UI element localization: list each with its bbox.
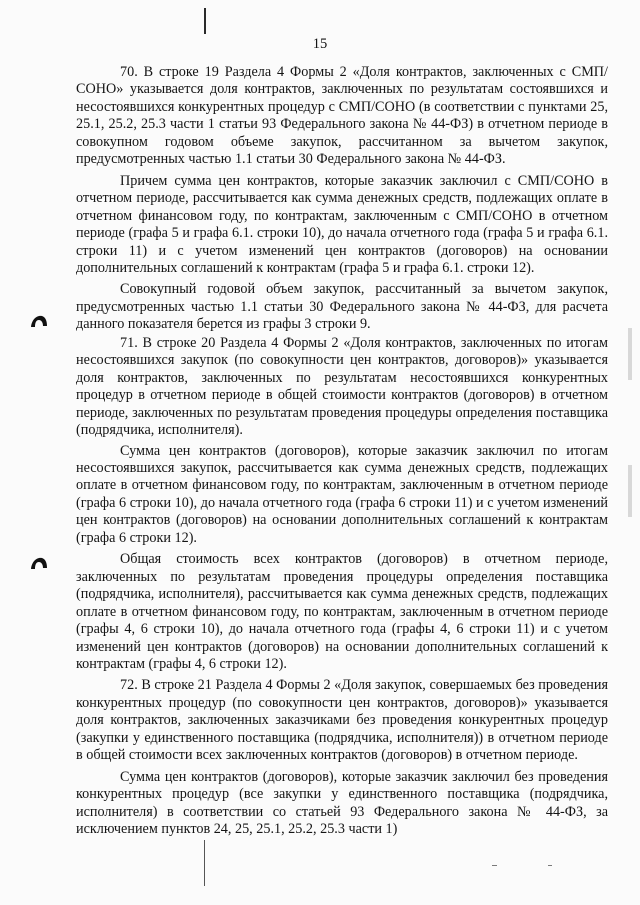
binder-hole-mark-icon <box>30 556 48 570</box>
paragraph-70: 70. В строке 19 Раздела 4 Формы 2 «Доля контрактов, заключенных с СМП/СОНО» указывается доля контрактов, заключенных по результатам состоявшихся и несостоявшихся конкурентных процедур с СМП/СОНО (в соответствии с пунктами 25, 25.1, 25.2, 25.3 части 1 статьи 93 Федерального закона № 44-ФЗ) в отчетном периоде в совокупном годовом объеме закупок, рассчитанном за вычетом закупок, предусмотренных частью 1.1 статьи 30 Федерального закона № 44-ФЗ. <box>76 64 608 168</box>
paragraph-smp-sum: Причем сумма цен контрактов, которые заказчик заключил с СМП/СОНО в отчетном периоде, рассчитывается как сумма денежных средств, подлежащих оплате в отчетном финансовом году, по контрактам, заключенным с СМП/СОНО в отчетном периоде (графа 5 и графа 6.1. строки 10), до начала отчетного года (графа 5 и графа 6.1. строки 11) и с учетом изменений цен контрактов (договоров) на основании дополнительных соглашений к контрактам (графа 5 и графа 6.1. строки 12). <box>76 172 608 276</box>
body-text <box>76 64 608 838</box>
paragraph-sole-supplier-sum: Сумма цен контрактов (договоров), которые заказчик заключил без проведения конкурентных процедур (все закупки у единственного поставщика (подрядчика, исполнителя) в соответствии со статьей 93 Федерального закона № 44-ФЗ, за исключением пунктов 24, 25, 25.1, 25.2, 25.3 части 1) <box>76 768 608 838</box>
scan-line-bottom <box>204 840 205 886</box>
scan-line-top <box>204 8 206 34</box>
scan-speck <box>548 865 552 866</box>
scan-edge-shadow <box>628 328 632 380</box>
scan-speck <box>492 865 497 866</box>
paragraph-total-cost: Общая стоимость всех контрактов (договоров) в отчетном периоде, заключенных по результатам проведения процедуры определения поставщика (подрядчика, исполнителя), рассчитывается как сумма денежных средств, подлежащих оплате в отчетном финансовом году, по контрактам, заключенным в отчетном периоде (графы 4, 6 строки 10), до начала отчетного года (графы 4, 6 строки 11) и с учетом изменений цен контрактов (договоров) на основании дополнительных соглашений к контрактам (графы 4, 6 строки 12). <box>76 551 608 672</box>
paragraph-72: 72. В строке 21 Раздела 4 Формы 2 «Доля закупок, совершаемых без проведения конкурентных процедур (по совокупности цен контрактов, договоров)» указывается доля контрактов, заключенных заказчиками без проведения конкурентных процедур (закупки у единственного поставщика (подрядчика, исполнителя)) в отчетном периоде в общей стоимости всех заключенных контрактов (договоров) в отчетном периоде. <box>76 677 608 764</box>
paragraph-annual-volume: Совокупный годовой объем закупок, рассчитанный за вычетом закупок, предусмотренных частью 1.1 статьи 30 Федерального закона № 44-ФЗ, для расчета данного показателя берется из графы 3 строки 9. <box>76 281 608 333</box>
paragraph-failed-procurement-sum: Сумма цен контрактов (договоров), которые заказчик заключил по итогам несостоявшихся закупок, рассчитывается как сумма денежных средств, подлежащих оплате в отчетном финансовом году, по контрактам, заключенным в отчетном периоде (графа 6 строки 10), до начала отчетного года (графа 6 строки 11) и с учетом изменений цен контрактов (договоров) на основании дополнительных соглашений к контрактам (графа 6 строки 12). <box>76 442 608 546</box>
scan-edge-shadow <box>628 465 632 517</box>
paragraph-71: 71. В строке 20 Раздела 4 Формы 2 «Доля контрактов, заключенных по итогам несостоявшихся закупок (по совокупности цен контрактов, договоров)» указывается доля контрактов, заключенных по результатам несостоявшихся конкурентных процедур в отчетном периоде в общей стоимости контрактов (договоров) в отчетном периоде, заключенных по результатам проведения процедуры определения поставщика (подрядчика, исполнителя). <box>76 334 608 439</box>
page-number: 15 <box>312 36 328 52</box>
binder-hole-mark-icon <box>30 314 48 328</box>
